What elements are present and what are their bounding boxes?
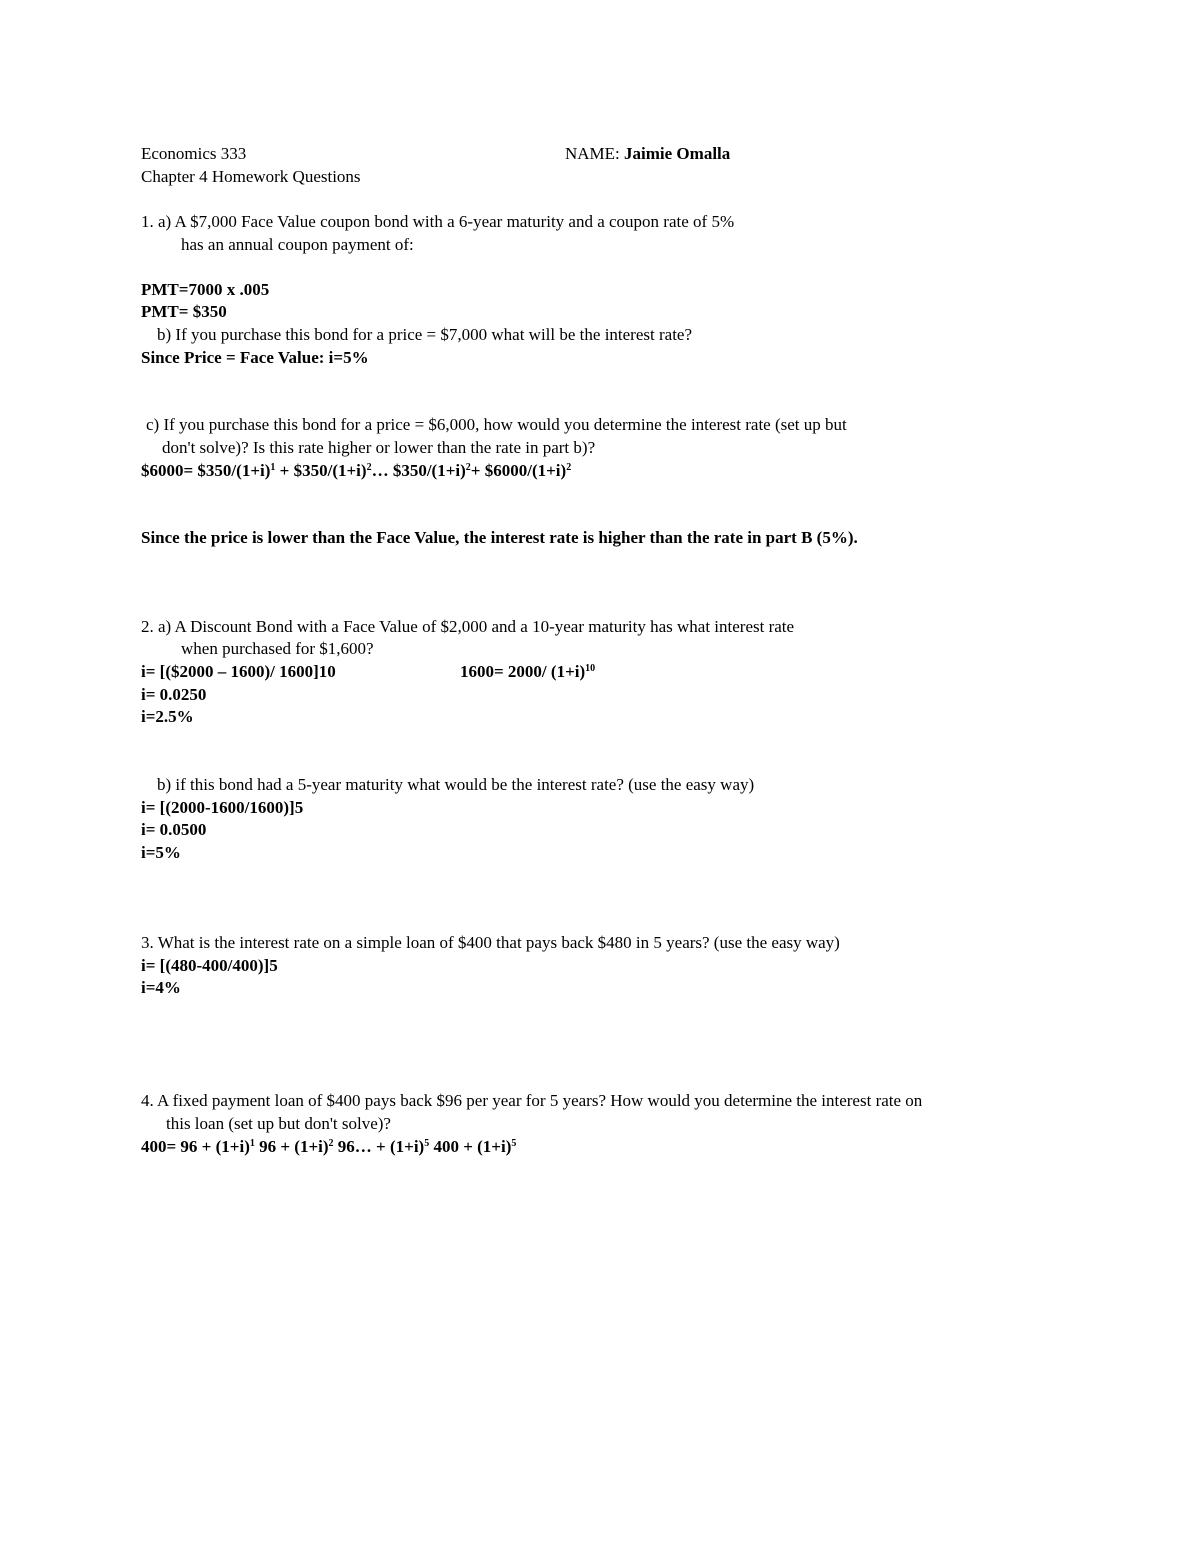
q3-question: 3. What is the interest rate on a simple loan of $400 that pays back $480 in 5 years? (use the easy way) [141, 933, 840, 952]
q1c-question-line2: don't solve)? Is this rate higher or lower than the rate in part b)? [162, 438, 596, 457]
q1b-question: b) If you purchase this bond for a price = $7,000 what will be the interest rate? [157, 325, 693, 344]
q2b-answer-decimal: i= 0.0500 [141, 820, 207, 839]
q2a-alt-formula: 1600= 2000/ $(1+i)^{10}$ [460, 662, 596, 681]
chapter-subtitle: Chapter 4 Homework Questions [141, 167, 361, 186]
q2b-answer-percent: i=5% [141, 843, 181, 862]
q2a-answer-percent: i=2.5% [141, 707, 194, 726]
q2a-answer-decimal: i= 0.0250 [141, 685, 207, 704]
name-value: Jaimie Omalla [624, 144, 731, 163]
student-name [565, 143, 730, 165]
q4-question-line1: 4. A fixed payment loan of $400 pays back $96 per year for 5 years? How would you determine the interest rate on [141, 1091, 923, 1110]
q4-formula: $400= 96 + (1+i)^1$ $96 + (1+i)^2$ 96… + $(1+i)^5$ $400 + (1+i)^5$ [141, 1137, 517, 1156]
q1a-question-line1: 1. a) A $7,000 Face Value coupon bond with a 6-year maturity and a coupon rate of 5% [141, 212, 735, 231]
q2b-question: b) if this bond had a 5-year maturity what would be the interest rate? (use the easy way) [157, 775, 755, 794]
q1a-answer-pmt-value: PMT= $350 [141, 302, 227, 321]
q2b-answer-formula: i= [(2000-1600/1600)]5 [141, 798, 304, 817]
name-label: NAME: [565, 144, 625, 163]
q1c-conclusion: Since the price is lower than the Face Value, the interest rate is higher than the rate in part B (5%). [141, 528, 858, 547]
q2a-question-line2: when purchased for $1,600? [181, 639, 374, 658]
q1c-formula: $6000= $\$350/(1+i)^1$ + $\$350/(1+i)^2\dots$ $\$350/(1+i)^2+$ $\$6000/(1+i)^2$ [141, 461, 572, 480]
q3-answer-formula: i= [(480-400/400)]5 [141, 956, 278, 975]
q1a-question-line2: has an annual coupon payment of: [181, 235, 414, 254]
q1c-question-line1: c) If you purchase this bond for a price = $6,000, how would you determine the interest rate (set up but [146, 415, 847, 434]
q1b-answer: Since Price = Face Value: i=5% [141, 348, 369, 367]
q4-question-line2: this loan (set up but don't solve)? [166, 1114, 391, 1133]
q3-answer-percent: i=4% [141, 978, 181, 997]
q1a-answer-pmt-formula: PMT=7000 x .005 [141, 280, 270, 299]
q2a-answer-formula: i= [($2000 – 1600)/ 1600]10 [141, 662, 336, 681]
course-title: Economics 333 [141, 144, 247, 163]
q2a-question-line1: 2. a) A Discount Bond with a Face Value of $2,000 and a 10-year maturity has what interest rate [141, 617, 795, 636]
